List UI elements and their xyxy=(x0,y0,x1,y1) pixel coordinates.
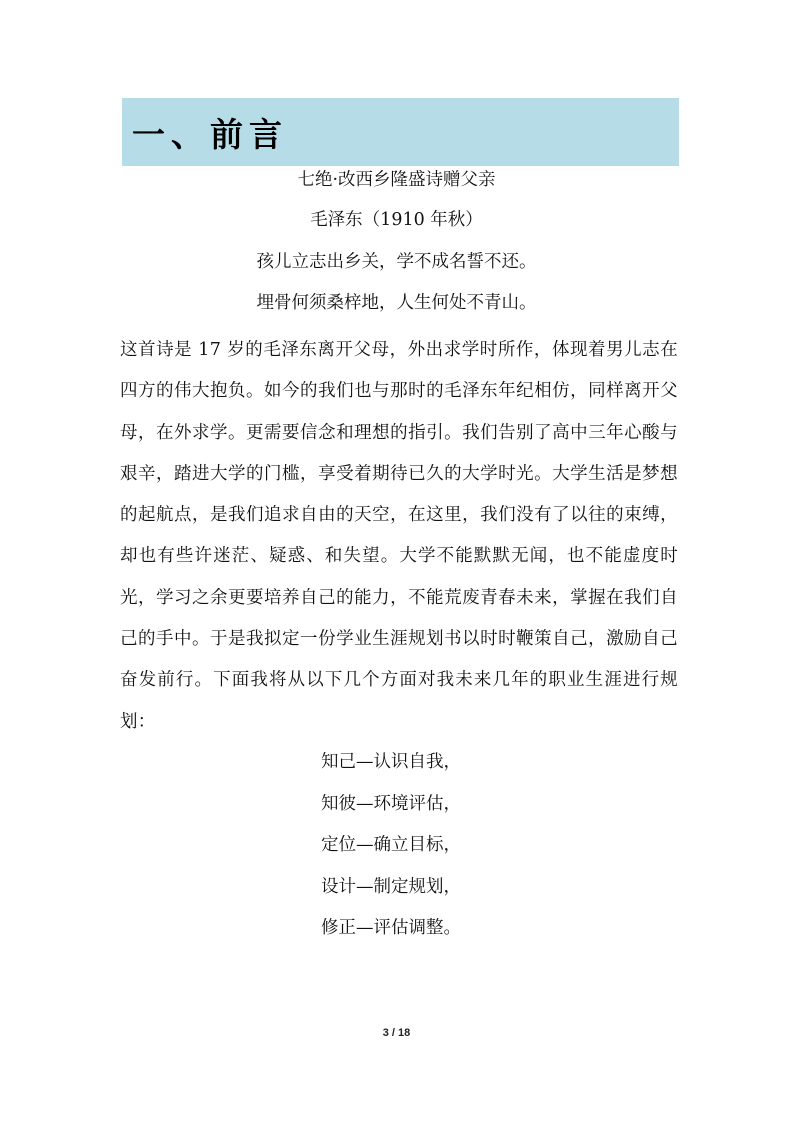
list-item: 定位—确立目标， xyxy=(321,835,461,855)
poem-author: 毛泽东（1910 年秋） xyxy=(310,210,483,230)
poem-line: 孩儿立志出乡关，学不成名誓不还。 xyxy=(256,252,537,272)
page-number: 3 / 18 xyxy=(382,1027,411,1039)
list-item: 设计—制定规划， xyxy=(321,876,461,897)
list-item: 知彼—环境评估， xyxy=(321,793,461,814)
poem-title: 七绝·改西乡隆盛诗赠父亲 xyxy=(297,170,496,190)
section-heading-band xyxy=(122,98,679,166)
body-paragraph: 这首诗是 17 岁的毛泽东离开父母，外出求学时所作，体现着男儿志在四方的伟大抱负。如今的我们也与那时的毛泽东年纪相仿，同样离开父母，在外求学。更需要信念和理想的指引。我们告别了高中三年心酸与艰辛，踏进大学的门槛，享受着期待已久的大学时光。大学生活是梦想的起航点，是我们追求自由的天空，在这里，我们没有了以往的束缚，却也有些许迷茫、疑惑、和失望。大学不能默默无闻，也不能虚度时光，学习之余更要培养自己的能力，不能荒废青春未来，掌握在我们自己的手中。于是我拟定一份学业生涯规划书以时时鞭策自己，激励自己奋发前行。下面我将从以下几个方面对我未来几年的职业生涯进行规划： xyxy=(120,340,678,732)
plan-list xyxy=(321,742,461,950)
poem-line: 埋骨何须桑梓地，人生何处不青山。 xyxy=(256,293,537,313)
list-item: 修正—评估调整。 xyxy=(321,918,461,938)
list-item: 知己—认识自我， xyxy=(321,752,461,772)
section-heading: 一、前言 xyxy=(132,114,288,154)
